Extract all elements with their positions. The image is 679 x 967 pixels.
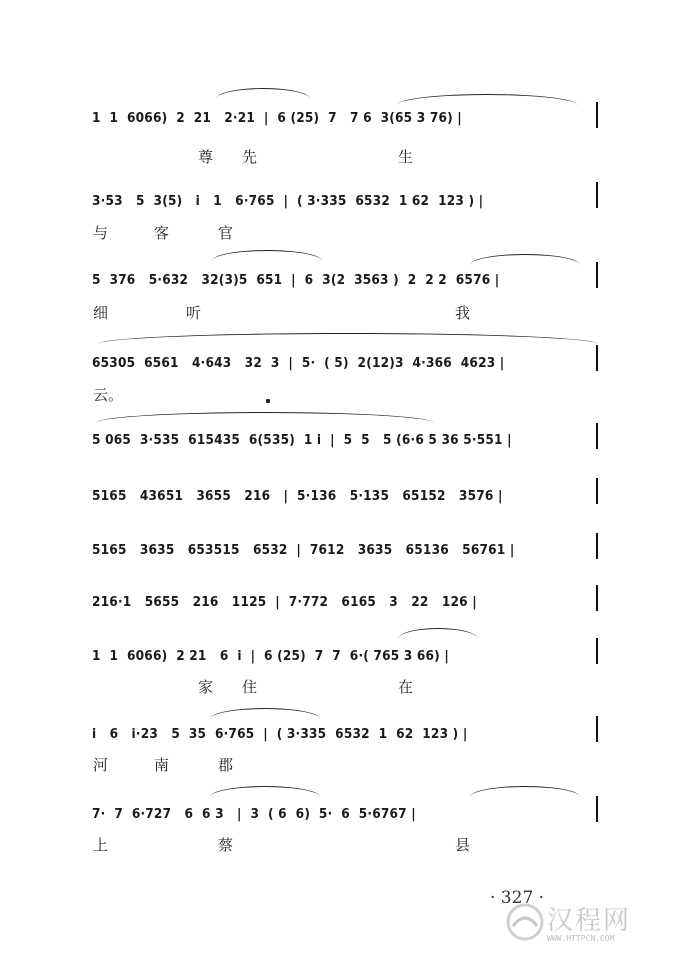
barline bbox=[596, 478, 598, 504]
score-row-7: 5165 3635 653515 6532 | 7612 3635 65136 56761 | bbox=[92, 542, 515, 558]
phrase-slur bbox=[210, 708, 320, 719]
phrase-slur bbox=[470, 786, 580, 797]
score-row-1: 1 1 6066) 2 21 2·21 | 6 (25) 7 7 6 3(65 3 76) | bbox=[92, 110, 462, 126]
page-number: · 327 · bbox=[490, 888, 545, 908]
lyric-char: 先 bbox=[242, 148, 258, 166]
lyric-row-4 bbox=[0, 384, 679, 404]
lyric-char: 听 bbox=[186, 304, 202, 322]
barline bbox=[596, 533, 598, 559]
lyric-char: 与 bbox=[93, 224, 109, 242]
phrase-slur bbox=[212, 250, 322, 261]
barline bbox=[596, 796, 598, 822]
phrase-slur bbox=[398, 628, 478, 639]
lyric-char: 家 bbox=[198, 678, 214, 696]
barline bbox=[596, 585, 598, 611]
barline bbox=[596, 716, 598, 742]
score-row-8: 216·1 5655 216 1125 | 7·772 6165 3 22 126 | bbox=[92, 594, 477, 610]
barline bbox=[596, 345, 598, 371]
score-row-6: 5165 43651 3655 216 | 5·136 5·135 65152 3576 | bbox=[92, 488, 503, 504]
lyric-row-2 bbox=[0, 222, 679, 242]
lyric-char: 蔡 bbox=[218, 836, 234, 854]
phrase-slur bbox=[210, 786, 320, 797]
lyric-row-3 bbox=[0, 302, 679, 322]
phrase-slur bbox=[96, 412, 434, 423]
score-row-5: 5 065 3·535 615435 6(535) 1 i | 5 5 5 (6·6 5 36 5·551 | bbox=[92, 432, 512, 448]
lyric-char: 上 bbox=[93, 836, 109, 854]
stray-dot bbox=[266, 399, 270, 403]
lyric-char: 郡 bbox=[218, 756, 234, 774]
watermark-url: WWW.HTTPCN.COM bbox=[547, 934, 615, 943]
watermark bbox=[505, 900, 665, 950]
lyric-char: 尊 bbox=[198, 148, 214, 166]
watermark-text: 汉程网 bbox=[547, 906, 632, 936]
lyric-char: 客 bbox=[154, 224, 170, 242]
lyric-char: 住 bbox=[242, 678, 258, 696]
lyric-char: 我 bbox=[455, 304, 471, 322]
lyric-char: 官 bbox=[218, 224, 234, 242]
lyric-char: 县 bbox=[455, 836, 471, 854]
score-row-2: 3·53 5 3(5) i 1 6·765 | ( 3·335 6532 1 62 123 ) | bbox=[92, 193, 484, 209]
score-row-3: 5 376 5·632 32(3)5 651 | 6 3(2 3563 ) 2 2 2 6576 | bbox=[92, 272, 500, 288]
lyric-row-11 bbox=[0, 834, 679, 854]
lyric-row-10 bbox=[0, 754, 679, 774]
score-row-4: 65305 6561 4·643 32 3 | 5· ( 5) 2(12)3 4·366 4623 | bbox=[92, 355, 505, 371]
barline bbox=[596, 638, 598, 664]
lyric-row-9 bbox=[0, 676, 679, 696]
score-row-10: i 6 i·23 5 35 6·765 | ( 3·335 6532 1 62 123 ) | bbox=[92, 726, 468, 742]
barline bbox=[596, 102, 598, 128]
lyric-char: 云。 bbox=[93, 386, 124, 404]
lyric-char: 在 bbox=[398, 678, 414, 696]
phrase-slur bbox=[216, 88, 310, 99]
phrase-slur bbox=[470, 254, 580, 265]
score-row-9: 1 1 6066) 2 21 6 i | 6 (25) 7 7 6·( 765 3 66) | bbox=[92, 648, 449, 664]
watermark-logo-icon bbox=[505, 900, 545, 944]
lyric-row-1 bbox=[0, 146, 679, 166]
lyric-char: 南 bbox=[154, 756, 170, 774]
phrase-slur bbox=[98, 333, 598, 344]
score-row-11: 7· 7 6·727 6 6 3 | 3 ( 6 6) 5· 6 5·6767 | bbox=[92, 806, 416, 822]
barline bbox=[596, 423, 598, 449]
phrase-slur bbox=[397, 94, 577, 105]
lyric-char: 河 bbox=[93, 756, 109, 774]
lyric-char: 生 bbox=[398, 148, 414, 166]
barline bbox=[596, 182, 598, 208]
barline bbox=[596, 262, 598, 288]
lyric-char: 细 bbox=[93, 304, 109, 322]
